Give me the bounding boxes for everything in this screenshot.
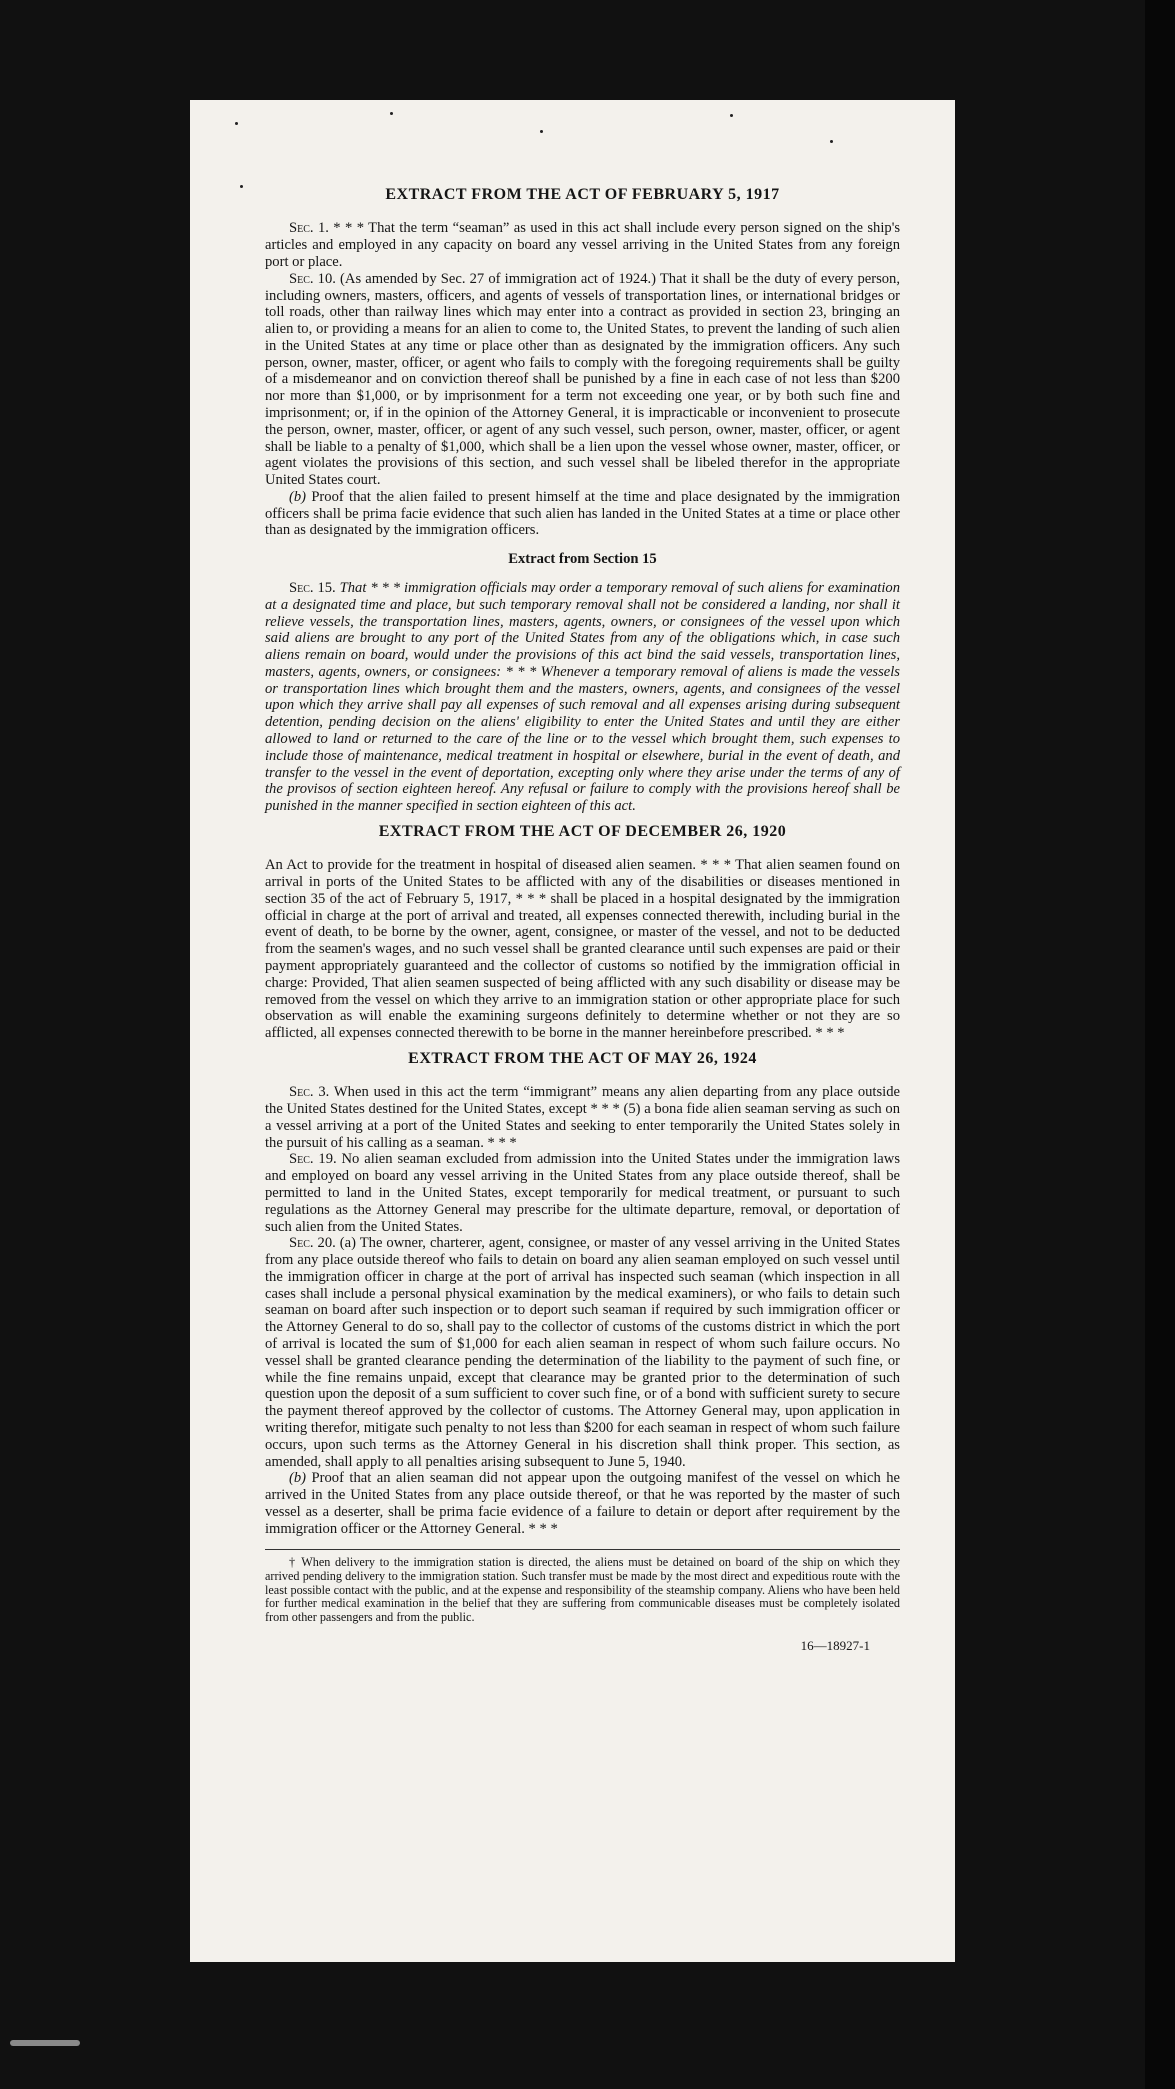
paragraph-lead: Sec. 20. bbox=[289, 1235, 336, 1252]
paragraph-text: When used in this act the term “immigrant” means any alien departing from any place outside the United States destined for the United States, except * * * (5) a bona fide alien seaman serving as such on a vessel arriving at a port of the United States and seeking to enter temporarily the United States solely in the pursuit of his calling as a seaman. * * * bbox=[265, 1084, 900, 1151]
paragraph-lead: Sec. 19. bbox=[289, 1151, 337, 1168]
paragraph-lead: Sec. 10. bbox=[289, 270, 336, 287]
paragraph-text: Proof that the alien failed to present himself at the time and place designated by the immigration officers shall be prima facie evidence that such alien has landed in the United States at a time or place other than as designated by the immigration officers. bbox=[265, 488, 900, 539]
paragraph-lead: (b) bbox=[289, 1470, 307, 1487]
paragraph bbox=[265, 1084, 900, 1151]
footnote: † When delivery to the immigration station is directed, the aliens must be detained on board of the ship on which they arrived pending delivery to the immigration station. Such transfer must be made by the most direct and expeditious route with the least possible contact with the public, and at the expense and responsibility of the steamship company. Aliens who have been held for further medical examination in the belief that they are suffering from communicable diseases must be completely isolated from other passengers and from the public. bbox=[265, 1555, 900, 1625]
paragraph-lead: (b) bbox=[289, 488, 307, 505]
dust-speck bbox=[730, 114, 733, 117]
footnote-divider bbox=[265, 1549, 900, 1550]
paragraph-text: * * * That the term “seaman” as used in this act shall include every person signed on the ship's articles and employed in any capacity on board any vessel arriving in the United States from any foreign port or place. bbox=[265, 220, 900, 270]
film-scratch bbox=[10, 2040, 80, 2046]
paragraph-text: (a) The owner, charterer, agent, consignee, or master of any vessel arriving in the United States from any place outside thereof who fails to detain on board any alien seaman employed on such vessel until the immigration officer in charge at the port of arrival has inspected such seaman (which inspection in all cases shall include a personal physical examination by the medical examiners), or who fails to detain such seaman on board after such inspection or to deport such seaman if required by such immigration officer or the Attorney General to do so, shall pay to the collector of customs of the customs district in which the port of arrival is located the sum of $1,000 for each alien seaman in respect of whom such failure occurs. No vessel shall be granted clearance pending the determination of the liability to the payment of such fine, or while the fine remains unpaid, except that clearance may be granted prior to the determination of such question upon the deposit of a sum sufficient to cover such fine, or of a bond with sufficient surety to secure the payment thereof approved by the collector of customs. The Attorney General may, upon application in writing therefor, mitigate such penalty to not less than $200 for each seaman in respect of whom such failure occurs, upon such terms as the Attorney General in his discretion shall think proper. This section, as amended, shall apply to all penalties arising subsequent to June 5, 1940. bbox=[265, 1235, 900, 1470]
paragraph-text: That * * * immigration officials may order a temporary removal of such aliens for examination at a designated time and place, but such temporary removal shall not be considered a landing, nor shall it relieve vessels, the transportation lines, masters, agents, owners, or consignees of the vessel upon which said aliens are brought to any port of the United States from any of the obligations which, in case such aliens remain on board, would under the provisions of this act bind the said vessels, transportation lines, masters, agents, owners, or consignees: * * * Whenever a temporary removal of aliens is made the vessels or transportation lines which brought them and the masters, owners, agents, and consignees of the vessel upon which they arrive shall pay all expenses of such removal and all expenses arising during subsequent detention, pending decision on the aliens' eligibility to enter the United States and until they are either allowed to land or returned to the care of the line or to the vessel which brought them, such expenses to include those of maintenance, medical treatment in hospital or elsewhere, burial in the event of death, and transfer to the vessel in the event of deportation, excepting only where they arise under the terms of any of the provisos of section eighteen hereof. Any refusal or failure to comply with the provisions hereof shall be punished in the manner specified in section eighteen of this act. bbox=[265, 580, 900, 815]
dust-speck bbox=[390, 112, 393, 115]
paragraph-text: (As amended by Sec. 27 of immigration act of 1924.) That it shall be the duty of every person, including owners, masters, officers, and agents of vessels of transportation lines, or international bridges or toll roads, other than railway lines which may enter into a contract as provided in section 23, bringing an alien to, or providing a means for an alien to come to, the United States, to prevent the landing of such alien in the United States at any time or place other than as designated by the immigration officers. Any such person, owner, master, officer, or agent who fails to comply with the foregoing requirements shall be guilty of a misdemeanor and on conviction thereof shall be punished by a fine in each case of not less than $200 nor more than $1,000, or by imprisonment for a term not exceeding one year, or by both such fine and imprisonment; or, if in the opinion of the Attorney General, it is impracticable or inconvenient to prosecute the person, owner, master, officer, or agent of any such vessel, such person, owner, master, officer, or agent shall be liable to a penalty of $1,000, which shall be a lien upon the vessel whose owner, master, officer, or agent violates the provisions of this section, and such vessel shall be libeled therefor in the appropriate United States court. bbox=[265, 270, 901, 489]
paragraph-lead: Sec. 15. bbox=[289, 580, 336, 597]
paragraph bbox=[265, 580, 900, 815]
paragraph bbox=[265, 857, 900, 1042]
document-page bbox=[190, 100, 955, 1962]
section-heading: EXTRACT FROM THE ACT OF FEBRUARY 5, 1917 bbox=[385, 186, 780, 203]
dust-speck bbox=[830, 140, 833, 143]
dust-speck bbox=[540, 130, 543, 133]
section-heading: Extract from Section 15 bbox=[508, 551, 657, 568]
paragraph bbox=[265, 271, 900, 489]
paragraph bbox=[265, 1235, 900, 1470]
paragraph bbox=[265, 220, 900, 270]
dust-speck bbox=[235, 122, 238, 125]
dust-speck bbox=[240, 185, 243, 188]
paragraph bbox=[265, 1151, 900, 1235]
paragraph-text: No alien seaman excluded from admission into the United States under the immigration laws and employed on board any vessel arriving in the United States from any place outside thereof, shall be permitted to land in the United States, except temporarily for medical treatment, or pursuant to such regulations as the Attorney General may prescribe for the ultimate departure, removal, or deportation of such alien from the United States. bbox=[265, 1151, 900, 1235]
paragraph-text: An Act to provide for the treatment in hospital of diseased alien seamen. * * * That alien seamen found on arrival in ports of the United States to be afflicted with any of the disabilities or diseases mentioned in section 35 of the act of February 5, 1917, * * * shall be placed in a hospital designated by the immigration official in charge at the port of arrival and treated, all expenses connected therewith, including burial in the event of death, to be borne by the owner, agent, consignee, or master of the vessel, and not to be deducted from the seamen's wages, and no such vessel shall be granted clearance until such expenses are paid or their payment appropriately guaranteed and the collector of customs so notified by the immigration official in charge: Provided, That alien seamen suspected of being afflicted with any such disability or disease may be removed from the vessel on which they arrive to an immigration station or other appropriate place for such observation as will enable the examining surgeons definitely to determine whether or not they are so afflicted, all expenses connected therewith to be borne in the manner hereinbefore prescribed. * * * bbox=[265, 857, 900, 1042]
film-edge bbox=[1145, 0, 1175, 2089]
section-heading: EXTRACT FROM THE ACT OF MAY 26, 1924 bbox=[408, 1049, 757, 1067]
form-code: 16—18927-1 bbox=[800, 1637, 870, 1653]
paragraph-lead: Sec. 1. bbox=[289, 220, 329, 237]
paragraph bbox=[265, 489, 900, 539]
section-heading: EXTRACT FROM THE ACT OF DECEMBER 26, 1920 bbox=[378, 822, 787, 840]
paragraph bbox=[265, 1470, 900, 1537]
paragraph-lead: Sec. 3. bbox=[289, 1084, 330, 1101]
paragraph-text: Proof that an alien seaman did not appear upon the outgoing manifest of the vessel on which he arrived in the United States from any place outside thereof, or that he was reported by the master of such vessel as a deserter, shall be prima facie evidence of a failure to detain or deport after requirement by the immigration officer or the Attorney General. * * * bbox=[265, 1470, 900, 1537]
